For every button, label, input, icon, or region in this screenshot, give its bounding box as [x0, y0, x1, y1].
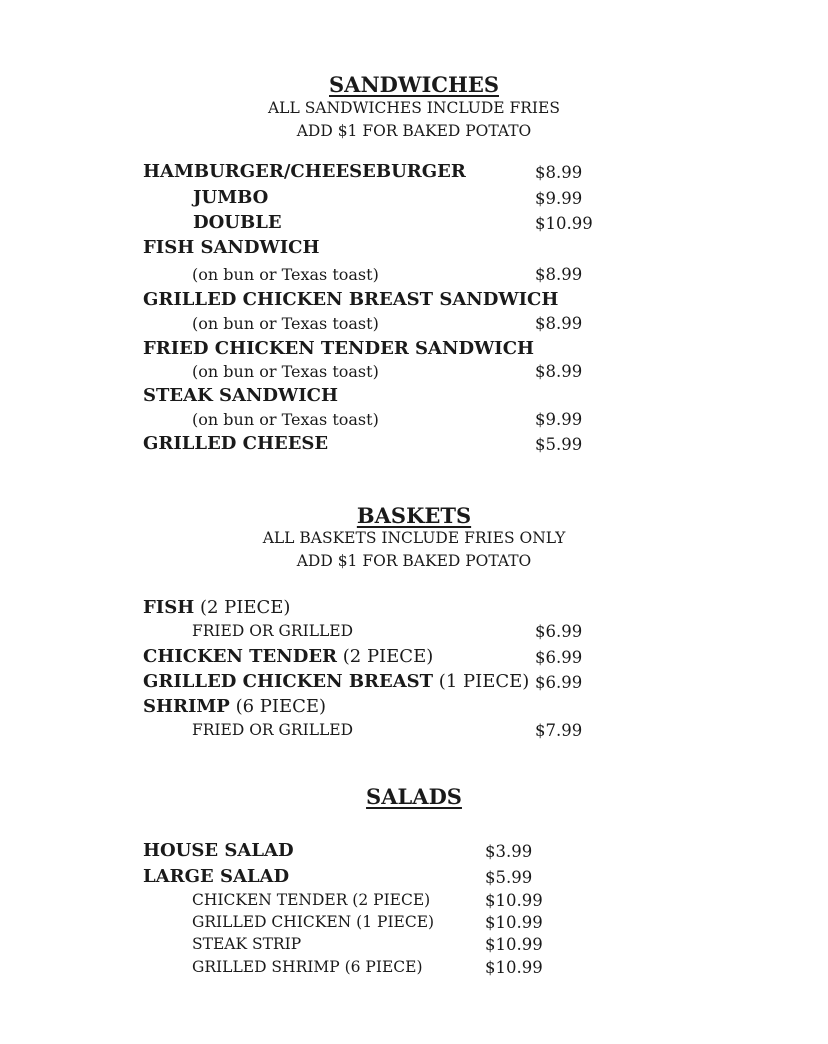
grilled-chicken-sandwich-item: GRILLED CHICKEN BREAST SANDWICH — [143, 289, 559, 310]
jumbo-item: JUMBO — [193, 187, 269, 208]
baskets-note-potato: ADD $1 FOR BAKED POTATO — [296, 552, 532, 570]
grilled-chicken-salad-item: GRILLED CHICKEN (1 PIECE) — [192, 913, 435, 931]
grilled-cheese-price: $5.99 — [535, 435, 583, 454]
chicken-tender-basket-price: $6.99 — [535, 648, 583, 667]
fish-sandwich-item: FISH SANDWICH — [143, 237, 320, 258]
steak-sandwich-note: (on bun or Texas toast) — [192, 410, 379, 429]
grilled-chicken-sandwich-note: (on bun or Texas toast) — [192, 314, 379, 333]
shrimp-basket-item — [143, 696, 326, 717]
shrimp-basket-name: SHRIMP — [143, 696, 230, 717]
grilled-chicken-breast-basket-name: GRILLED CHICKEN BREAST — [143, 671, 434, 692]
shrimp-basket-price: $7.99 — [535, 721, 583, 740]
hamburger-price: $8.99 — [535, 163, 583, 182]
chicken-tender-basket-portion: (2 PIECE) — [337, 646, 434, 667]
fish-basket-portion: (2 PIECE) — [194, 597, 291, 618]
grilled-chicken-breast-basket-item — [143, 671, 529, 692]
steak-strip-salad-price: $10.99 — [485, 935, 543, 954]
baskets-heading: BASKETS — [356, 503, 472, 528]
shrimp-basket-portion: (6 PIECE) — [229, 696, 327, 717]
grilled-shrimp-salad-price: $10.99 — [485, 958, 543, 977]
large-salad-item: LARGE SALAD — [143, 866, 290, 887]
sandwiches-note-fries: ALL SANDWICHES INCLUDE FRIES — [267, 99, 560, 117]
fish-basket-name: FISH — [143, 597, 195, 618]
grilled-chicken-breast-basket-price: $6.99 — [535, 673, 583, 692]
steak-sandwich-price: $9.99 — [535, 410, 583, 429]
hamburger-item: HAMBURGER/CHEESEBURGER — [143, 161, 466, 182]
fish-sandwich-note: (on bun or Texas toast) — [192, 265, 379, 284]
grilled-shrimp-salad-item: GRILLED SHRIMP (6 PIECE) — [192, 958, 423, 976]
grilled-cheese-item: GRILLED CHEESE — [143, 433, 329, 454]
fish-basket-item — [143, 597, 290, 618]
grilled-chicken-sandwich-price: $8.99 — [535, 314, 583, 333]
chicken-tender-basket-name: CHICKEN TENDER — [143, 646, 338, 667]
shrimp-basket-note: FRIED OR GRILLED — [192, 721, 354, 739]
fish-basket-note: FRIED OR GRILLED — [192, 622, 354, 640]
steak-sandwich-item: STEAK SANDWICH — [143, 385, 338, 406]
chicken-tender-salad-price: $10.99 — [485, 891, 543, 910]
fish-basket-price: $6.99 — [535, 622, 583, 641]
fish-sandwich-price: $8.99 — [535, 265, 583, 284]
grilled-chicken-salad-price: $10.99 — [485, 913, 543, 932]
house-salad-item: HOUSE SALAD — [143, 840, 294, 861]
double-item: DOUBLE — [193, 212, 282, 233]
large-salad-price: $5.99 — [485, 868, 533, 887]
sandwiches-note-potato: ADD $1 FOR BAKED POTATO — [296, 122, 532, 140]
chicken-tender-basket-item — [143, 646, 433, 667]
chicken-tender-salad-item: CHICKEN TENDER (2 PIECE) — [192, 891, 431, 909]
house-salad-price: $3.99 — [485, 842, 533, 861]
baskets-note-fries: ALL BASKETS INCLUDE FRIES ONLY — [262, 529, 566, 547]
double-price: $10.99 — [535, 214, 593, 233]
grilled-chicken-breast-basket-portion: (1 PIECE) — [433, 671, 530, 692]
salads-heading: SALADS — [366, 784, 462, 809]
fried-chicken-sandwich-note: (on bun or Texas toast) — [192, 362, 379, 381]
jumbo-price: $9.99 — [535, 189, 583, 208]
fried-chicken-sandwich-item: FRIED CHICKEN TENDER SANDWICH — [143, 338, 535, 359]
sandwiches-heading: SANDWICHES — [329, 72, 499, 97]
steak-strip-salad-item: STEAK STRIP — [192, 935, 302, 953]
fried-chicken-sandwich-price: $8.99 — [535, 362, 583, 381]
